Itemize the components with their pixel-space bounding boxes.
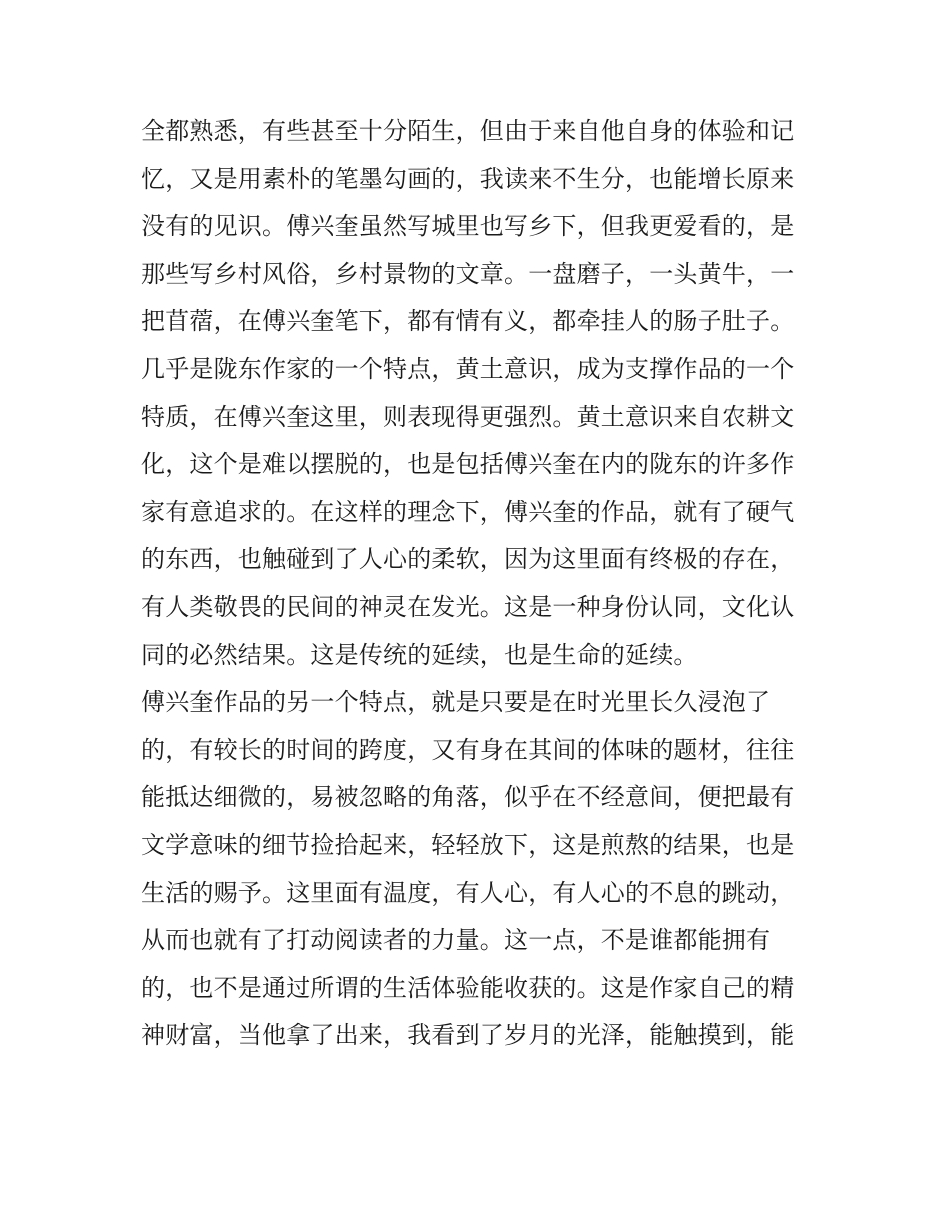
text-line: 那些写乡村风俗，乡村景物的文章。一盘磨子，一头黄牛，一 [141, 259, 795, 288]
text-line: 从而也就有了打动阅读者的力量。这一点，不是谁都能拥有 [141, 926, 771, 955]
text-line: 特质，在傅兴奎这里，则表现得更强烈。黄土意识来自农耕文 [141, 402, 795, 431]
text-line: 几乎是陇东作家的一个特点，黄土意识，成为支撑作品的一个 [141, 354, 795, 383]
text-line: 全都熟悉，有些甚至十分陌生，但由于来自他自身的体验和记 [141, 117, 795, 145]
text-line: 没有的见识。傅兴奎虽然写城里也写乡下，但我更爱看的，是 [141, 212, 795, 241]
text-line: 有人类敬畏的民间的神灵在发光。这是一种身份认同，文化认 [141, 592, 795, 621]
text-line: 把苜蓿，在傅兴奎笔下，都有情有义，都牵挂人的肠子肚子。 [141, 307, 795, 336]
text-line: 家有意追求的。在这样的理念下，傅兴奎的作品，就有了硬气 [141, 497, 795, 526]
text-line: 傅兴奎作品的另一个特点，就是只要是在时光里长久浸泡了 [141, 688, 771, 717]
text-line: 神财富，当他拿了出来，我看到了岁月的光泽，能触摸到，能 [141, 1021, 795, 1050]
text-line: 化，这个是难以摆脱的，也是包括傅兴奎在内的陇东的许多作 [141, 450, 795, 479]
body-text [141, 108, 821, 1060]
text-line: 文学意味的细节捡拾起来，轻轻放下，这是煎熬的结果，也是 [141, 830, 795, 859]
text-line: 能抵达细微的，易被忽略的角落，似乎在不经意间，便把最有 [141, 783, 795, 812]
text-line: 同的必然结果。这是传统的延续，也是生命的延续。 [141, 640, 698, 669]
text-line: 生活的赐予。这里面有温度，有人心，有人心的不息的跳动， [141, 878, 795, 907]
text-line: 忆，又是用素朴的笔墨勾画的，我读来不生分，也能增长原来 [141, 164, 795, 193]
text-line: 的，有较长的时间的跨度，又有身在其间的体味的题材，往往 [141, 735, 795, 764]
text-line: 的东西，也触碰到了人心的柔软，因为这里面有终极的存在， [141, 545, 795, 574]
text-line: 的，也不是通过所谓的生活体验能收获的。这是作家自己的精 [141, 973, 795, 1002]
